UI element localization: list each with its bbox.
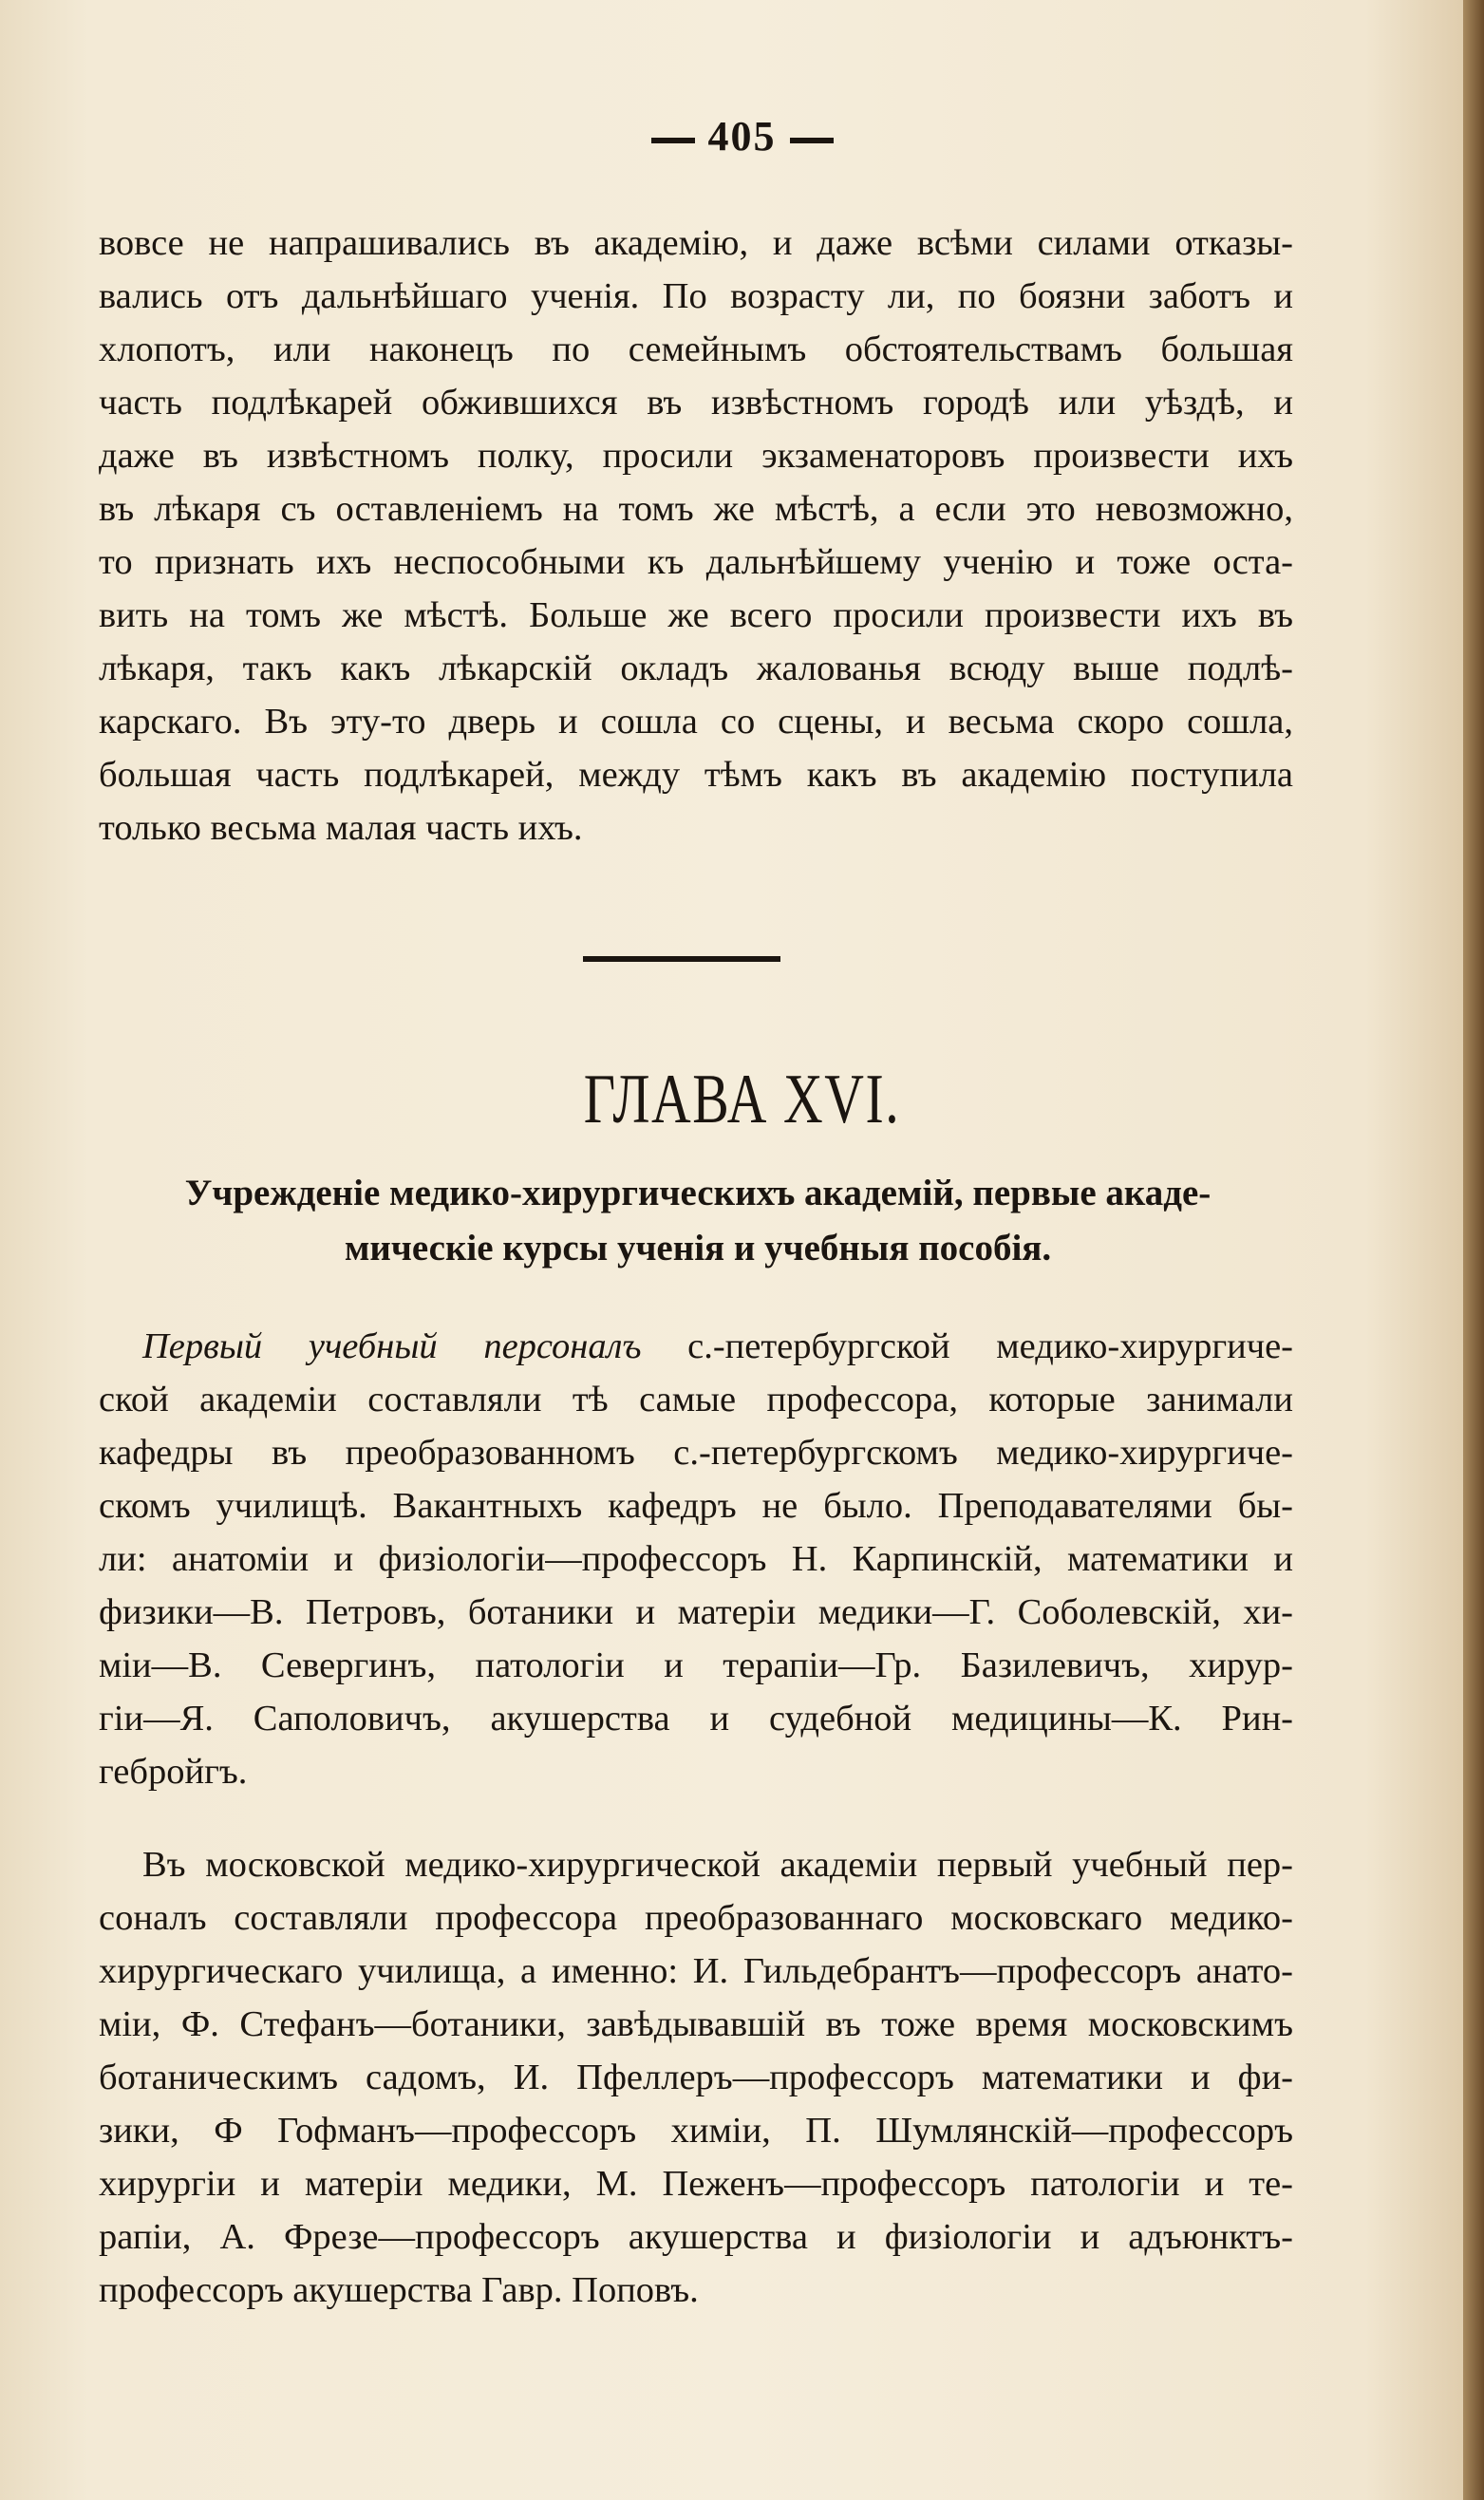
chapter-subtitle-line: Учрежденiе медико-хирургическихъ академiй, первые акаде- — [184, 1173, 1212, 1213]
text-line: лѣкаря, такъ какъ лѣкарскiй окладъ жалованья всюду выше подлѣ- — [99, 648, 1293, 688]
text-line: большая часть подлѣкарей, между тѣмъ какъ въ академiю поступила — [99, 755, 1293, 795]
page-number — [0, 112, 1484, 160]
text-line-rest: с.-петербургской медико-хирургиче- — [641, 1326, 1293, 1366]
text-line: ли: анатомiи и физiологiи—профессоръ Н. Карпинскiй, математики и — [99, 1539, 1293, 1579]
text-line: гiи—Я. Саполовичъ, акушерства и судебной медицины—К. Рин- — [99, 1699, 1293, 1739]
paragraph-first-staff — [99, 1320, 1293, 1798]
text-line: мiи, Ф. Стефанъ—ботаники, завѣдывавшiй въ тоже время московскимъ — [99, 2004, 1293, 2044]
text-line: рапiи, А. Фрезе—профессоръ акушерства и физiологiи и адъюнктъ- — [99, 2217, 1293, 2257]
text-line: даже въ извѣстномъ полку, просили экзаменаторовъ произвести ихъ — [99, 436, 1293, 476]
text-line: только весьма малая часть ихъ. — [99, 808, 583, 848]
italic-lead-phrase: Первый учебный персоналъ — [142, 1326, 642, 1366]
page-edge-shadow — [1463, 0, 1484, 2500]
text-line: кафедры въ преобразованномъ с.-петербургскомъ медико-хирургиче- — [99, 1433, 1293, 1473]
text-line: вались отъ дальнѣйшаго ученiя. По возрасту ли, по боязни заботъ и — [99, 276, 1293, 316]
page-number-dash-right — [790, 138, 834, 143]
text-line: ской академiи составляли тѣ самые профессора, которые занимали — [99, 1380, 1293, 1419]
text-line: физики—В. Петровъ, ботаники и матерiи медики—Г. Соболевскiй, хи- — [99, 1592, 1293, 1632]
section-divider — [583, 956, 780, 962]
text-line: Въ московской медико-хирургической академiи первый учебный пер- — [142, 1845, 1293, 1885]
text-line: хлопотъ, или наконецъ по семейнымъ обстоятельствамъ большая — [99, 329, 1293, 369]
page-number-value: 405 — [707, 113, 777, 160]
text-line — [99, 1320, 1293, 1373]
chapter-subtitle-line: мическiе курсы ученiя и учебныя пособiя. — [344, 1228, 1052, 1269]
text-line: скомъ училищѣ. Вакантныхъ кафедръ не было. Преподавателями бы- — [99, 1486, 1293, 1526]
text-line: часть подлѣкарей обжившихся въ извѣстномъ городѣ или уѣздѣ, и — [99, 383, 1293, 423]
paragraph-moscow-staff — [99, 1838, 1293, 2317]
text-line: ботаническимъ садомъ, И. Пфеллеръ—профессоръ математики и фи- — [99, 2058, 1293, 2097]
text-line: хирургическаго училища, а именно: И. Гильдебрантъ—профессоръ анато- — [99, 1951, 1293, 1991]
text-line: профессоръ акушерства Гавр. Поповъ. — [99, 2270, 699, 2310]
paragraph-continuation — [99, 216, 1293, 855]
text-line: то признать ихъ неспособными къ дальнѣйшему ученiю и тоже оста- — [99, 542, 1293, 582]
chapter-title: ГЛАВА XVI. — [583, 1061, 901, 1138]
page-number-dash-left — [651, 138, 695, 143]
text-line: соналъ составляли профессора преобразованнаго московскаго медико- — [99, 1898, 1293, 1938]
text-line: вить на томъ же мѣстѣ. Больше же всего просили произвести ихъ въ — [99, 595, 1293, 635]
text-line: гебройгъ. — [99, 1752, 248, 1792]
text-line: зики, Ф Гофманъ—профессоръ химiи, П. Шумлянскiй—профессоръ — [99, 2111, 1293, 2151]
text-line: мiи—В. Севергинъ, патологiи и терапiи—Гр. Базилевичъ, хирур- — [99, 1645, 1293, 1685]
text-line: карскаго. Въ эту-то дверь и сошла со сцены, и весьма скоро сошла, — [99, 702, 1293, 742]
text-line: въ лѣкаря съ оставленiемъ на томъ же мѣстѣ, а если это невозможно, — [99, 489, 1293, 529]
chapter-subtitle — [104, 1166, 1291, 1276]
text-line: хирургiи и матерiи медики, М. Пеженъ—профессоръ патологiи и те- — [99, 2164, 1293, 2204]
text-line: вовсе не напрашивались въ академiю, и даже всѣми силами отказы- — [99, 223, 1293, 263]
